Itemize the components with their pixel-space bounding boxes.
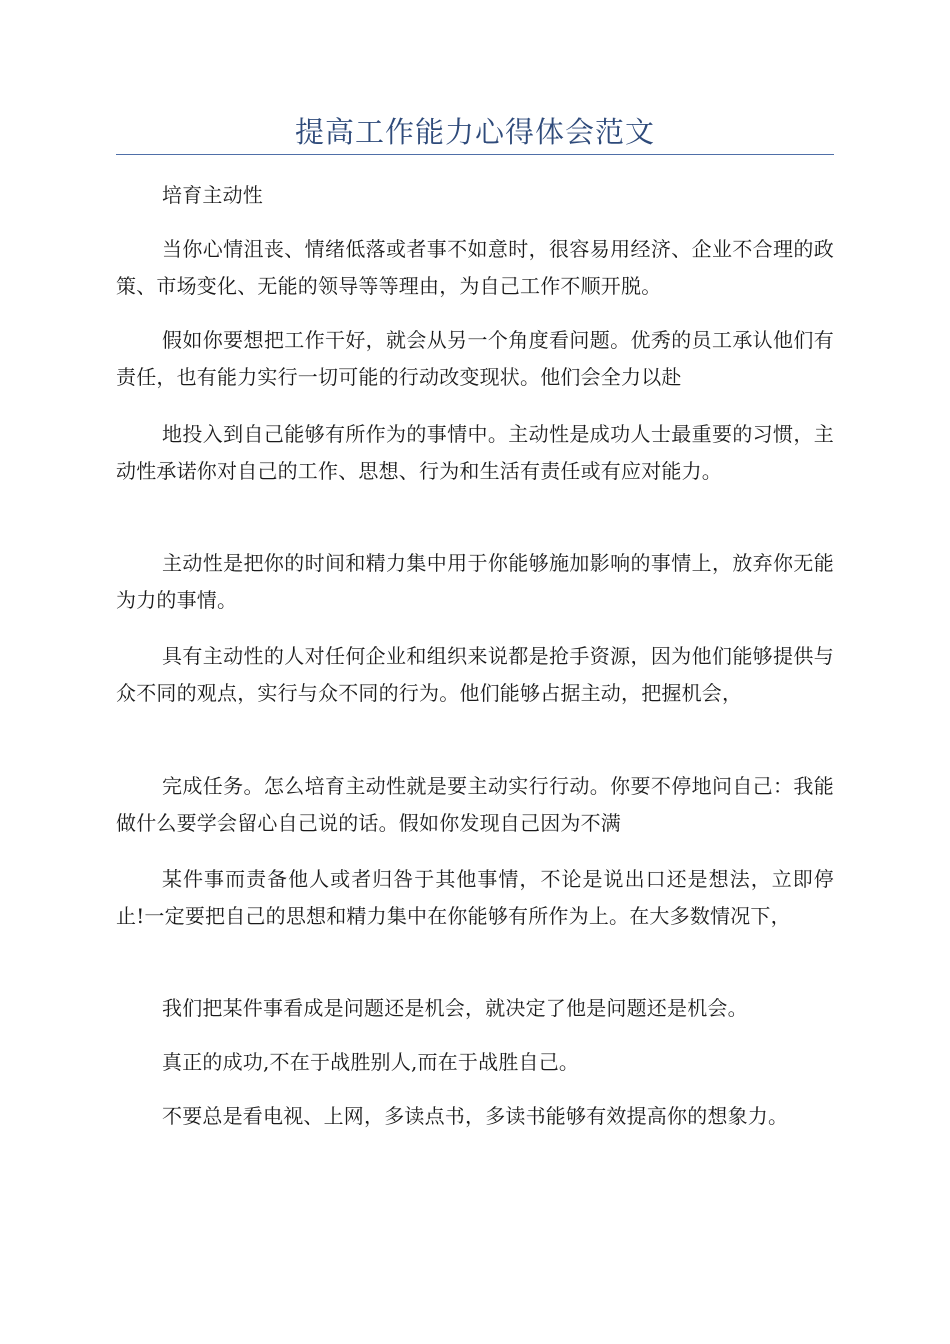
paragraph: 真正的成功,不在于战胜别人,而在于战胜自己。 bbox=[162, 1050, 580, 1074]
paragraph: 我们把某件事看成是问题还是机会，就决定了他是问题还是机会。 bbox=[162, 996, 748, 1020]
title-underline bbox=[116, 154, 834, 155]
paragraph: 主动性是把你的时间和精力集中用于你能够施加影响的事情上，放弃你无能为力的事情。 bbox=[116, 551, 834, 612]
paragraph: 地投入到自己能够有所作为的事情中。主动性是成功人士最重要的习惯，主动性承诺你对自己的工作、思想、行为和生活有责任或有应对能力。 bbox=[116, 422, 834, 483]
document-title: 提高工作能力心得体会范文 bbox=[294, 115, 655, 149]
paragraph: 假如你要想把工作干好，就会从另一个角度看问题。优秀的员工承认他们有责任，也有能力实行一切可能的行动改变现状。他们会全力以赴 bbox=[116, 328, 834, 389]
paragraph: 不要总是看电视、上网，多读点书，多读书能够有效提高你的想象力。 bbox=[162, 1104, 789, 1128]
paragraph: 当你心情沮丧、情绪低落或者事不如意时，很容易用经济、企业不合理的政策、市场变化、无能的领导等等理由，为自己工作不顺开脱。 bbox=[116, 237, 834, 298]
paragraph: 某件事而责备他人或者归咎于其他事情，不论是说出口还是想法，立即停止!一定要把自己的思想和精力集中在你能够有所作为上。在大多数情况下， bbox=[116, 867, 834, 928]
paragraph-heading: 培育主动性 bbox=[162, 183, 263, 207]
paragraph: 具有主动性的人对任何企业和组织来说都是抢手资源，因为他们能够提供与众不同的观点，实行与众不同的行为。他们能够占据主动，把握机会， bbox=[116, 644, 834, 705]
paragraph: 完成任务。怎么培育主动性就是要主动实行行动。你要不停地问自己：我能做什么要学会留心自己说的话。假如你发现自己因为不满 bbox=[116, 774, 834, 835]
